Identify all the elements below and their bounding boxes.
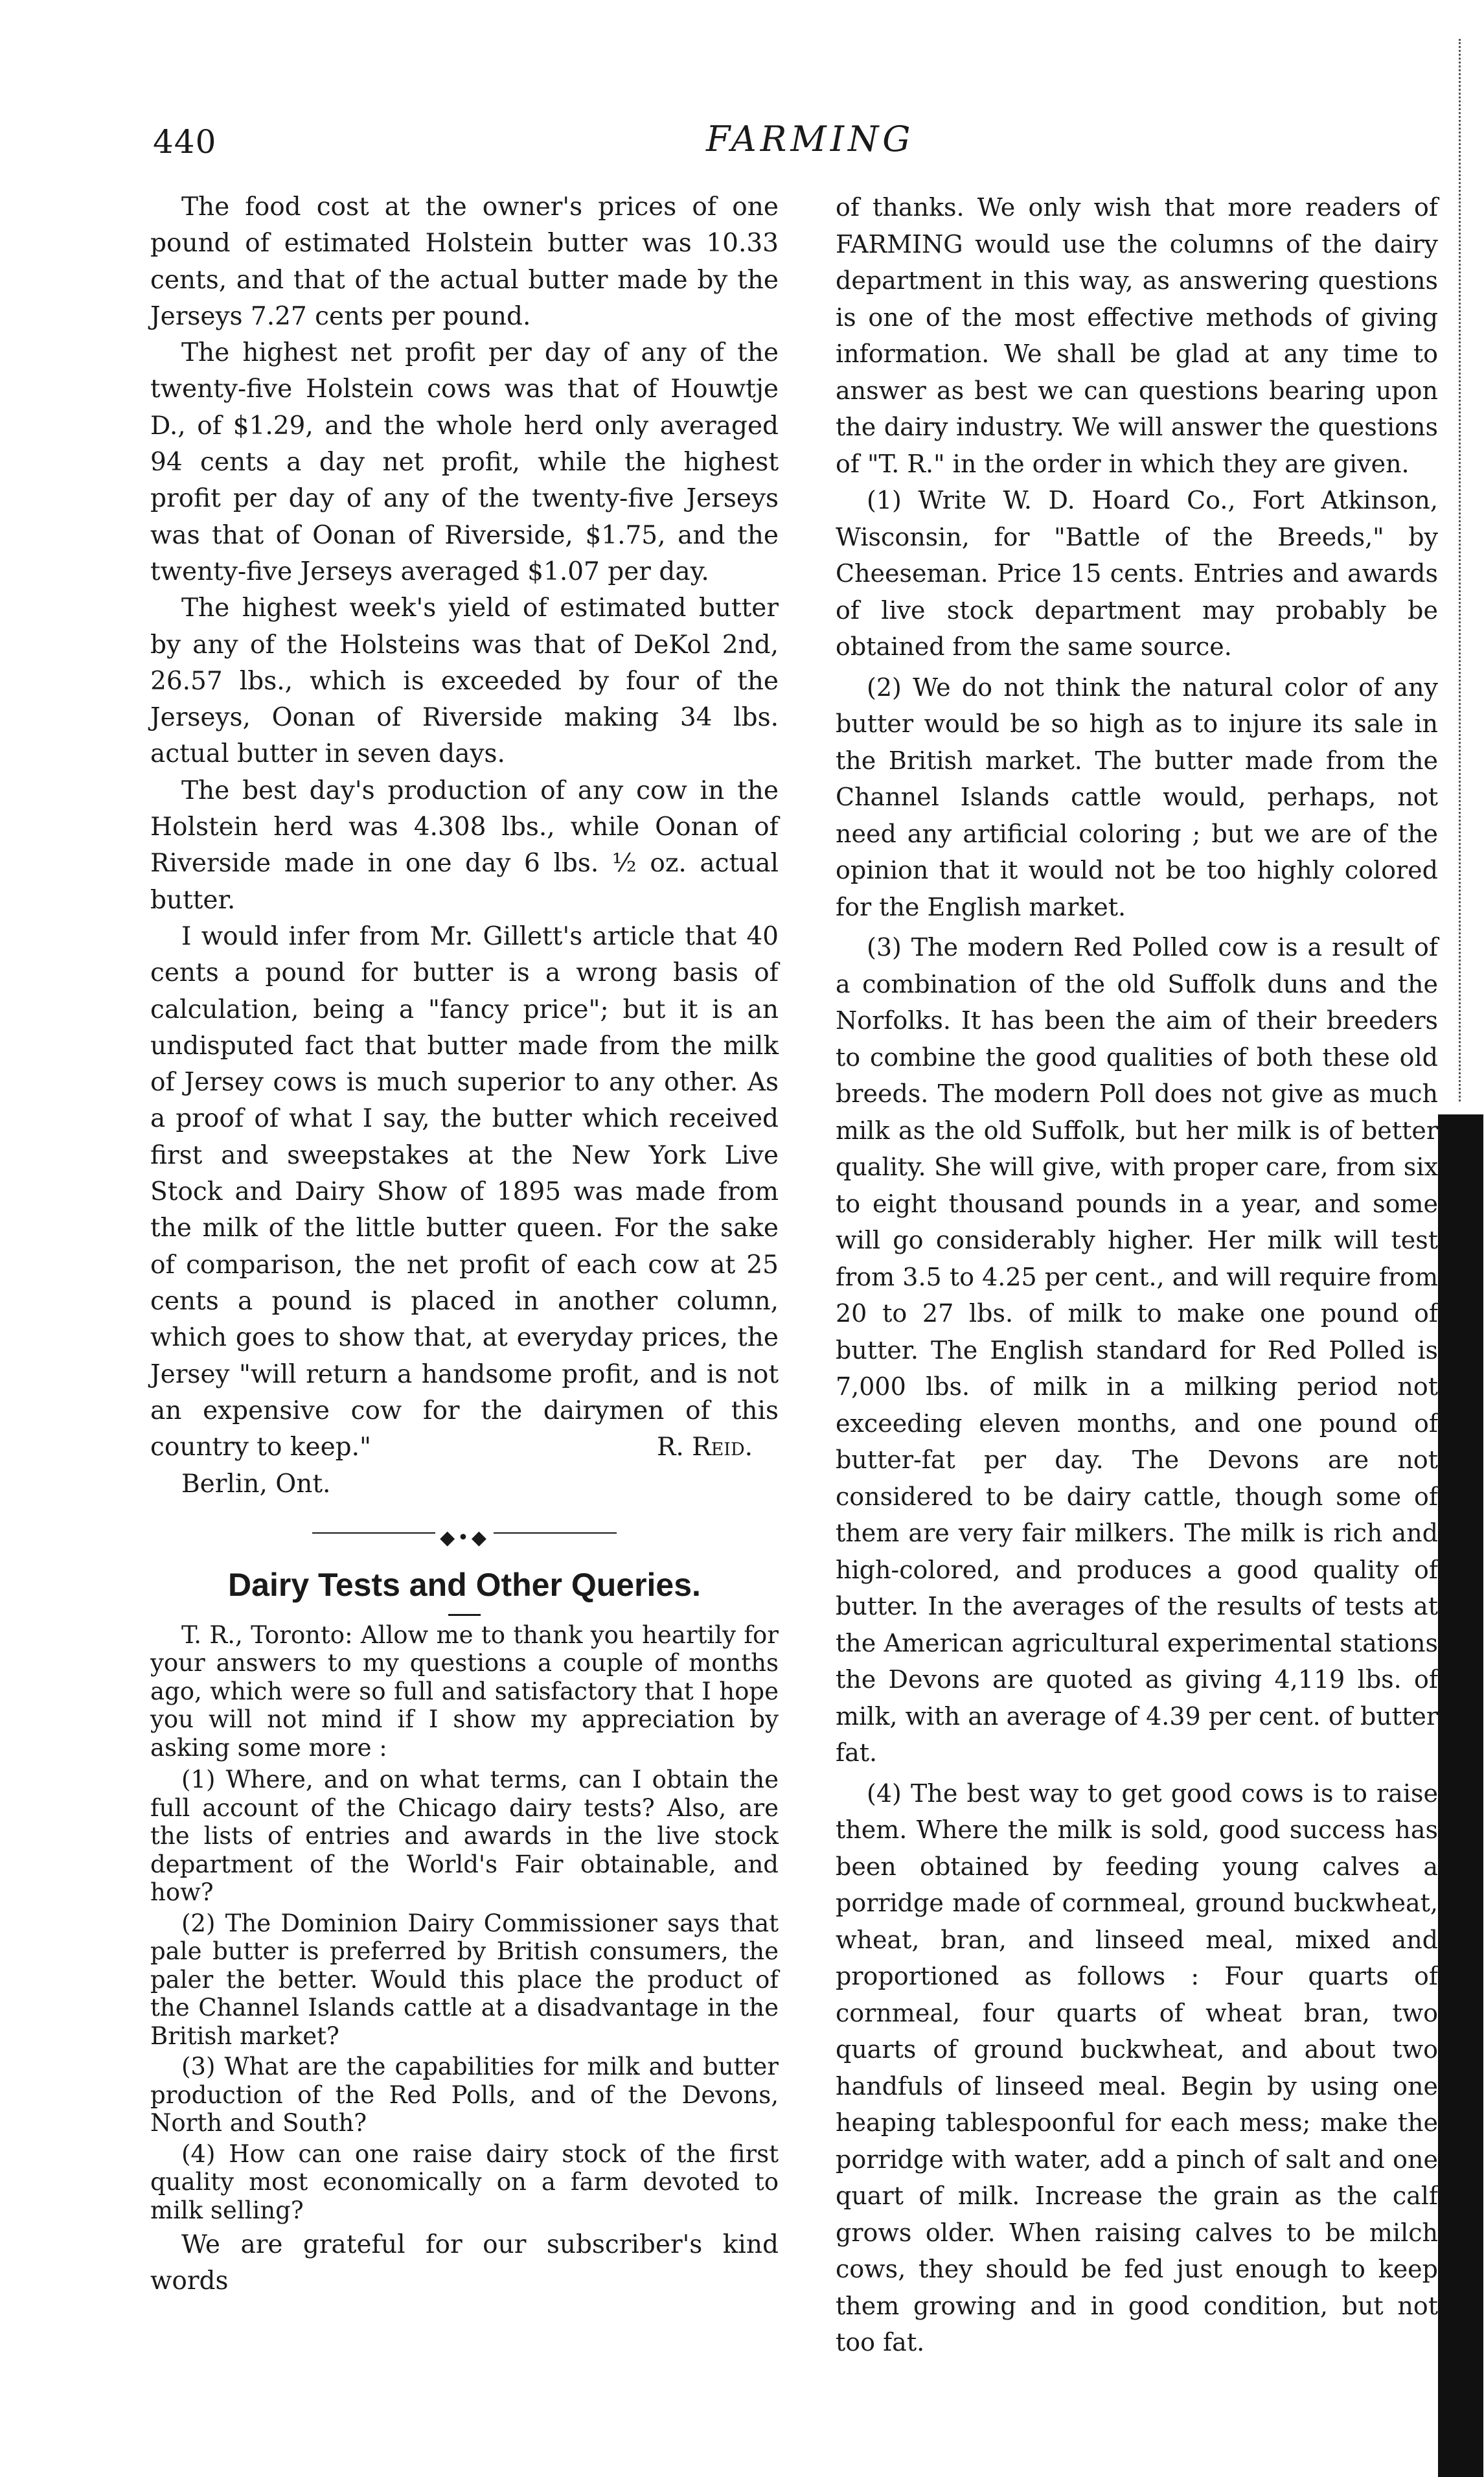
right-column <box>836 189 1438 2365</box>
heading-rule <box>448 1614 481 1616</box>
article-paragraph: The highest week's yield of estimated butter by any of the Holsteins was that of DeKol 2nd, 26.57 lbs., which is exceeded by four of the Jerseys, Oonan of Riverside making 34 lbs. actual butter in seven days. <box>150 593 779 769</box>
query-item: (2) The Dominion Dairy Commissioner says that pale butter is preferred by British consumers, the paler the better. Would this place the product of the Channel Islands cattle at a disadvantage in the British market? <box>150 1909 779 2050</box>
article-paragraph: The best day's production of any cow in the Holstein herd was 4.308 lbs., while Oonan of Riverside made in one day 6 lbs. ½ oz. actual butter. <box>150 776 779 915</box>
answer-item: (4) The best way to get good cows is to raise them. Where the milk is sold, good success has been obtained by feeding young calves a porridge made of cornmeal, ground buckwheat, wheat, bran, and linseed meal, mixed and proportioned as follows : Four quarts of cornmeal, four quarts of wheat bran, two quarts of ground buckwheat, and about two handfuls of linseed meal. Begin by using one heaping tablespoonful for each mess; make the porridge with water, add a pinch of salt and one quart of milk. Increase the grain as the calf grows older. When raising calves to be milch cows, they should be fed just enough to keep them growing and in good condition, but not too fat. <box>836 1779 1438 2356</box>
reply-continuation: of thanks. We only wish that more readers of FARMING would use the columns of the dairy department in this way, as answering questions is one of the most effective methods of giving information. We shall be glad at any time to answer as best we can questions bearing upon the dairy industry. We will answer the questions of "T. R." in the order in which they are given. <box>836 193 1438 478</box>
query-intro: T. R., Toronto: Allow me to thank you heartily for your answers to my questions a couple of months ago, which were so full and satisfactory that I hope you will not mind if I show my appreciation by asking some more : <box>150 1620 779 1762</box>
divider-line-left <box>312 1532 435 1534</box>
signature: R. Reid. <box>657 1433 753 1462</box>
section-heading: Dairy Tests and Other Queries. <box>228 1566 701 1603</box>
reply-opening: We are grateful for our subscriber's kind words <box>150 2230 779 2296</box>
query-item: (3) What are the capabilities for milk and butter production of the Red Polls, and of the Devons, North and South? <box>150 2053 779 2137</box>
article-paragraph: I would infer from Mr. Gillett's article that 40 cents a pound for butter is a wrong basis of calculation, being a "fancy price"; but it is an undisputed fact that butter made from the milk of Jersey cows is much superior to any other. As a proof of what I say, the butter which received first and sweepstakes at the New York Live Stock and Dairy Show of 1895 was made from the milk of the little butter queen. For the sake of comparison, the net profit of each cow at 25 cents a pound is placed in another column, which goes to show that, at everyday prices, the Jersey "will return a handsome profit, and is not an expensive cow for the dairymen of this country to keep." <box>150 921 779 1462</box>
answer-item: (2) We do not think the natural color of any butter would be so high as to injure its sale in the British market. The butter made from the Channel Islands cattle would, perhaps, not need any artificial coloring ; but we are of the opinion that it would not be too highly colored for the English market. <box>836 673 1438 921</box>
answer-item: (1) Write W. D. Hoard Co., Fort Atkinson, Wisconsin, for "Battle of the Breeds," by Cheeseman. Price 15 cents. Entries and awards of live stock department may probably be obtained from the same source. <box>836 486 1438 661</box>
article-paragraph: The highest net profit per day of any of the twenty-five Holstein cows was that of Houwtje D., of $1.29, and the whole herd only averaged 94 cents a day net profit, while the highest profit per day of any of the twenty-five Jerseys was that of Oonan of Riverside, $1.75, and the twenty-five Jerseys averaged $1.07 per day. <box>150 338 779 586</box>
answer-item: (3) The modern Red Polled cow is a result of a combination of the old Suffolk duns and the Norfolks. It has been the aim of their breeders to combine the good qualities of both these old breeds. The modern Poll does not give as much milk as the old Suffolk, but her milk is of better quality. She will give, with proper care, from six to eight thousand pounds in a year, and some will go considerably higher. Her milk will test from 3.5 to 4.25 per cent., and will require from 20 to 27 lbs. of milk to make one pound of butter. The English standard for Red Polled is 7,000 lbs. of milk in a milking period not exceeding eleven months, and one pound of butter-fat per day. The Devons are not considered to be dairy cattle, though some of them are very fair milkers. The milk is rich and high-colored, and produces a good quality of butter. In the averages of the results of tests at the American agricultural experimental stations the Devons are quoted as giving 4,119 lbs. of milk, with an average of 4.39 per cent. of butter fat. <box>836 933 1438 1767</box>
left-column <box>150 189 779 2299</box>
divider-ornament-icon: ◆•◆ <box>440 1526 489 1549</box>
page-edge-mark <box>1459 39 1463 1101</box>
section-divider <box>312 1523 617 1549</box>
divider-line-right <box>494 1532 617 1534</box>
page-number: 440 <box>153 123 217 161</box>
answers <box>836 482 1438 2361</box>
dateline: Berlin, Ont. <box>181 1469 331 1499</box>
running-head: FARMING <box>706 119 915 159</box>
page-edge-shadow <box>1438 1114 1483 2477</box>
article-paragraph: The food cost at the owner's prices of one pound of estimated Holstein butter was 10.33 cents, and that of the actual butter made by the Jerseys 7.27 cents per pound. <box>150 192 779 331</box>
query-item: (4) How can one raise dairy stock of the first quality most economically on a farm devoted to milk selling? <box>150 2139 779 2224</box>
reader-query <box>150 1621 779 2225</box>
query-item: (1) Where, and on what terms, can I obtain the full account of the Chicago dairy tests? Also, are the lists of entries and awards in the live stock department of the World's Fair obtainable, and how? <box>150 1766 779 1907</box>
